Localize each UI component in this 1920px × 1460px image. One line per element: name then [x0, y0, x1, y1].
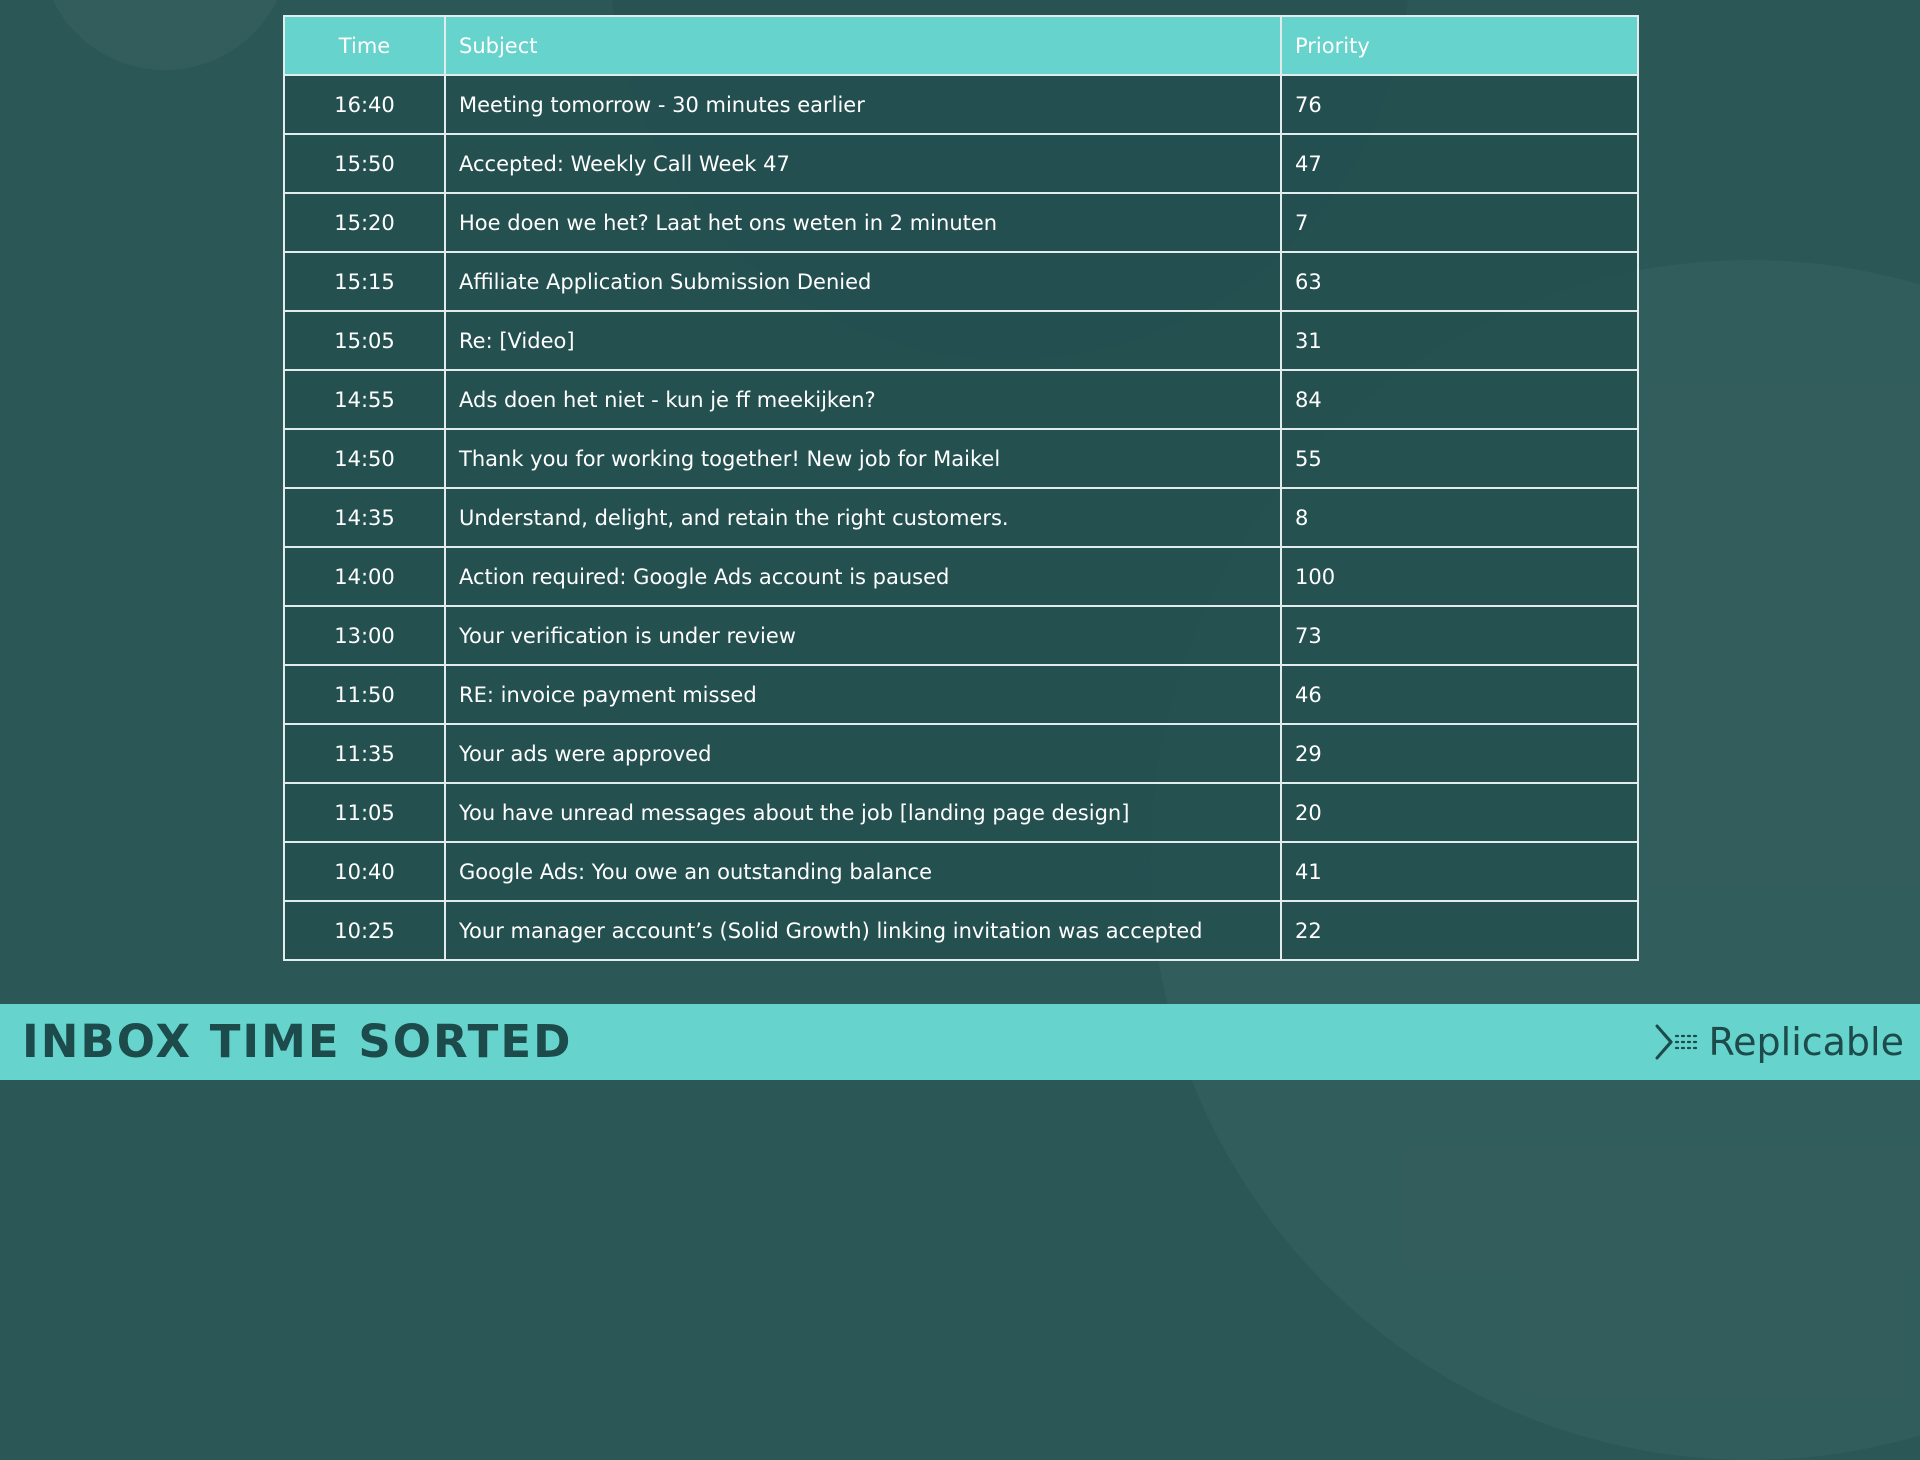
table-row[interactable] — [284, 783, 1638, 842]
footer-bar — [0, 1004, 1920, 1080]
time-cell: 11:35 — [284, 724, 445, 783]
priority-cell: 55 — [1281, 429, 1638, 488]
priority-cell: 100 — [1281, 547, 1638, 606]
brand-logo — [1654, 1018, 1904, 1066]
time-cell: 13:00 — [284, 606, 445, 665]
table-row[interactable] — [284, 193, 1638, 252]
time-cell: 14:35 — [284, 488, 445, 547]
time-cell: 15:15 — [284, 252, 445, 311]
subject-cell: Ads doen het niet - kun je ff meekijken? — [445, 370, 1281, 429]
table-row[interactable] — [284, 901, 1638, 960]
subject-cell: Accepted: Weekly Call Week 47 — [445, 134, 1281, 193]
subject-cell: You have unread messages about the job [landing page design] — [445, 783, 1281, 842]
subject-cell: Google Ads: You owe an outstanding balance — [445, 842, 1281, 901]
table-header-row — [284, 16, 1638, 75]
table-row[interactable] — [284, 75, 1638, 134]
time-cell: 10:40 — [284, 842, 445, 901]
priority-cell: 46 — [1281, 665, 1638, 724]
background-circle-decoration — [40, 0, 290, 70]
time-cell: 15:20 — [284, 193, 445, 252]
priority-cell: 31 — [1281, 311, 1638, 370]
priority-cell: 8 — [1281, 488, 1638, 547]
brand-name: Replicable — [1708, 1020, 1904, 1064]
time-cell: 14:55 — [284, 370, 445, 429]
table-row[interactable] — [284, 547, 1638, 606]
subject-cell: Re: [Video] — [445, 311, 1281, 370]
subject-cell: Your ads were approved — [445, 724, 1281, 783]
priority-cell: 20 — [1281, 783, 1638, 842]
subject-cell: Thank you for working together! New job for Maikel — [445, 429, 1281, 488]
inbox-table — [283, 15, 1639, 961]
table-row[interactable] — [284, 724, 1638, 783]
time-cell: 11:05 — [284, 783, 445, 842]
time-cell: 10:25 — [284, 901, 445, 960]
priority-column-header[interactable]: Priority — [1281, 16, 1638, 75]
priority-cell: 47 — [1281, 134, 1638, 193]
priority-cell: 22 — [1281, 901, 1638, 960]
table-row[interactable] — [284, 134, 1638, 193]
priority-cell: 73 — [1281, 606, 1638, 665]
priority-cell: 84 — [1281, 370, 1638, 429]
table-row[interactable] — [284, 370, 1638, 429]
subject-cell: Understand, delight, and retain the right customers. — [445, 488, 1281, 547]
priority-cell: 7 — [1281, 193, 1638, 252]
subject-cell: Your manager account’s (Solid Growth) linking invitation was accepted — [445, 901, 1281, 960]
subject-cell: Hoe doen we het? Laat het ons weten in 2 minuten — [445, 193, 1281, 252]
subject-cell: Meeting tomorrow - 30 minutes earlier — [445, 75, 1281, 134]
subject-cell: RE: invoice payment missed — [445, 665, 1281, 724]
time-cell: 15:50 — [284, 134, 445, 193]
table-row[interactable] — [284, 606, 1638, 665]
table-row[interactable] — [284, 311, 1638, 370]
subject-cell: Your verification is under review — [445, 606, 1281, 665]
priority-cell: 63 — [1281, 252, 1638, 311]
time-column-header[interactable]: Time — [284, 16, 445, 75]
table-row[interactable] — [284, 252, 1638, 311]
subject-column-header[interactable]: Subject — [445, 16, 1281, 75]
priority-cell: 41 — [1281, 842, 1638, 901]
time-cell: 14:00 — [284, 547, 445, 606]
time-cell: 16:40 — [284, 75, 445, 134]
subject-cell: Affiliate Application Submission Denied — [445, 252, 1281, 311]
slide-title: INBOX TIME SORTED — [22, 1015, 573, 1068]
time-cell: 11:50 — [284, 665, 445, 724]
replicable-logo-icon — [1654, 1022, 1698, 1062]
priority-cell: 76 — [1281, 75, 1638, 134]
time-cell: 15:05 — [284, 311, 445, 370]
subject-cell: Action required: Google Ads account is paused — [445, 547, 1281, 606]
table-row[interactable] — [284, 665, 1638, 724]
table-row[interactable] — [284, 842, 1638, 901]
time-cell: 14:50 — [284, 429, 445, 488]
table-row[interactable] — [284, 488, 1638, 547]
table-row[interactable] — [284, 429, 1638, 488]
priority-cell: 29 — [1281, 724, 1638, 783]
